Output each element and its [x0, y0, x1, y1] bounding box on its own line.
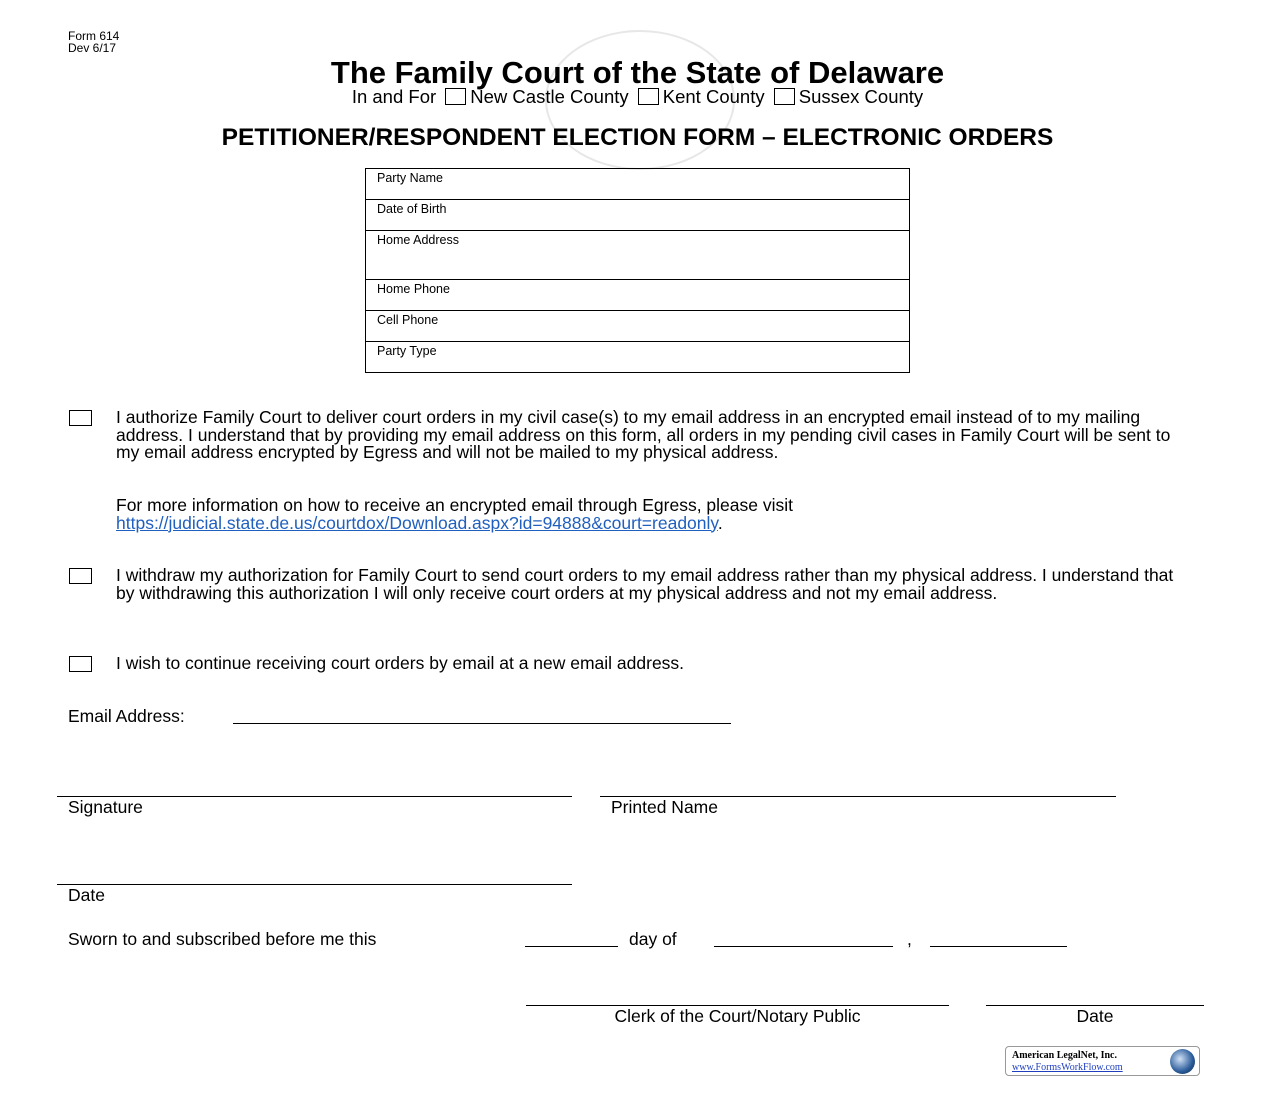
date-of-birth-field[interactable]: Date of Birth [366, 200, 910, 231]
egress-info-text: For more information on how to receive an encrypted email through Egress, please visit [116, 495, 793, 515]
county-label: Sussex County [798, 86, 924, 107]
sworn-text: Sworn to and subscribed before me this [68, 929, 377, 949]
company-website[interactable]: www.FormsWorkFlow.com [1012, 1062, 1123, 1073]
authorize-checkbox[interactable] [69, 410, 92, 426]
form-number: Form 614 [68, 29, 120, 43]
egress-info [116, 497, 1196, 532]
sworn-year-line[interactable] [930, 946, 1067, 947]
sworn-month-line[interactable] [714, 946, 893, 947]
county-selector [0, 86, 1275, 108]
county-label: New Castle County [470, 86, 629, 107]
printed-name-label: Printed Name [611, 797, 718, 817]
court-title: The Family Court of the State of Delaware [330, 55, 945, 90]
authorize-text: I authorize Family Court to deliver court orders in my civil case(s) to my email address in an encrypted email instead of to my mailing address. I understand that by providing my email address on this form, all orders in my pending civil cases in Family Court will be sent to my email address encrypted by Egress and will not be mailed to my physical address. [116, 407, 1171, 462]
date-label: Date [68, 885, 105, 905]
county-label: Kent County [662, 86, 765, 107]
party-info-table [365, 168, 910, 373]
date-line[interactable] [57, 884, 572, 885]
county-checkbox-sussex[interactable] [774, 88, 795, 105]
company-name: American LegalNet, Inc. [1012, 1050, 1117, 1061]
day-of-label: day of [629, 929, 677, 949]
email-address-line[interactable] [233, 723, 731, 724]
email-label: Email Address: [68, 706, 185, 726]
signature-label: Signature [68, 797, 143, 817]
in-and-for-label: In and For [351, 86, 437, 107]
clerk-date-label: Date [1076, 1006, 1114, 1026]
withdraw-text: I withdraw my authorization for Family Court to send court orders to my email address rather than my physical address. I understand that by withdrawing this authorization I will only receive court orders at my physical address and not my email address. [116, 565, 1174, 603]
party-type-field[interactable]: Party Type [366, 342, 910, 373]
period: . [717, 512, 723, 533]
home-phone-field[interactable]: Home Phone [366, 280, 910, 311]
continue-checkbox[interactable] [69, 656, 92, 672]
home-address-field[interactable]: Home Address [366, 231, 910, 280]
party-name-field[interactable]: Party Name [366, 169, 910, 200]
comma: , [907, 929, 912, 949]
continue-text: I wish to continue receiving court orders by email at a new email address. [116, 653, 685, 673]
county-checkbox-kent[interactable] [638, 88, 659, 105]
form-heading: PETITIONER/RESPONDENT ELECTION FORM – ELECTRONIC ORDERS [221, 124, 1054, 151]
county-checkbox-new-castle[interactable] [445, 88, 466, 105]
clerk-label: Clerk of the Court/Notary Public [614, 1006, 861, 1026]
globe-logo-icon [1170, 1049, 1195, 1074]
egress-info-link[interactable]: https://judicial.state.de.us/courtdox/Download.aspx?id=94888&court=readonly [116, 512, 718, 533]
american-legalnet-badge[interactable] [1005, 1046, 1200, 1076]
sworn-day-line[interactable] [525, 946, 618, 947]
cell-phone-field[interactable]: Cell Phone [366, 311, 910, 342]
form-revision: Dev 6/17 [68, 41, 117, 55]
withdraw-checkbox[interactable] [69, 568, 92, 584]
